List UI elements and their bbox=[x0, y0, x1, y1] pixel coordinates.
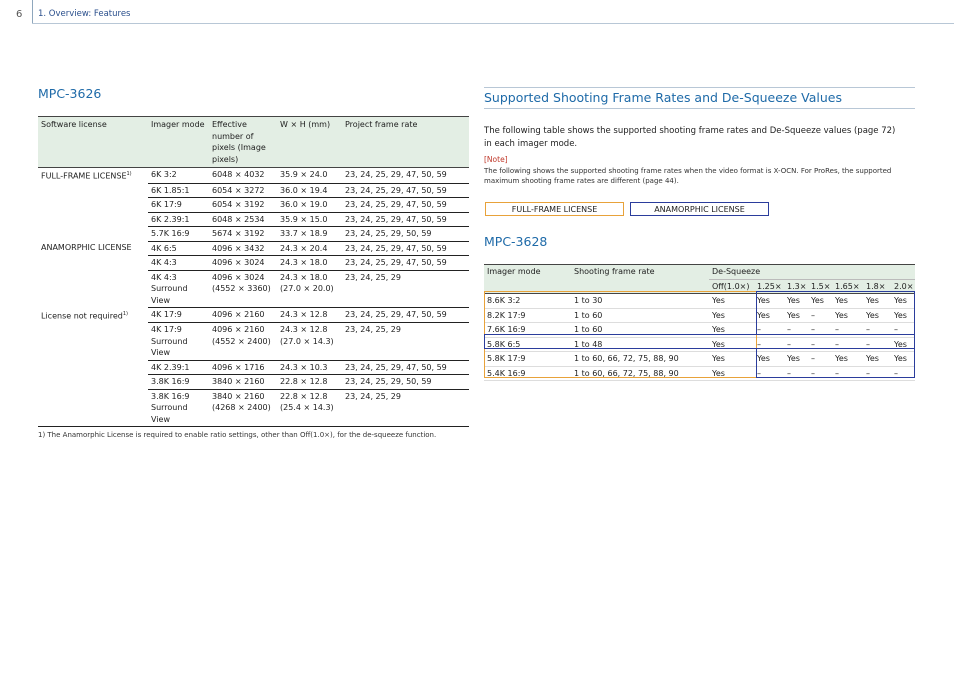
table-row bbox=[38, 375, 469, 390]
license-cell bbox=[38, 360, 148, 375]
table-row bbox=[38, 256, 469, 271]
frame-rate-cell: 23, 24, 25, 29, 47, 50, 59 bbox=[342, 256, 469, 271]
footnote-ref: 1) bbox=[126, 171, 132, 177]
frame-rate-cell: 1 to 60 bbox=[571, 308, 709, 323]
table-row bbox=[38, 227, 469, 242]
desqueeze-value: – bbox=[808, 323, 832, 338]
desqueeze-value: Yes bbox=[832, 294, 863, 309]
table-row bbox=[38, 360, 469, 375]
frame-rate-cell: 23, 24, 25, 29, 50, 59 bbox=[342, 375, 469, 390]
wh-cell: 24.3 × 10.3 bbox=[277, 360, 342, 375]
note-label: [Note] bbox=[484, 155, 508, 164]
frame-rate-cell: 1 to 30 bbox=[571, 294, 709, 309]
section-title[interactable]: 1. Overview: Features bbox=[38, 9, 131, 19]
table-row bbox=[38, 183, 469, 198]
desqueeze-value: – bbox=[891, 323, 915, 338]
desqueeze-value: Yes bbox=[754, 294, 784, 309]
license-cell bbox=[38, 183, 148, 198]
legend-full-frame: FULL-FRAME LICENSE bbox=[485, 202, 624, 216]
col-shooting-frame-rate: Shooting frame rate bbox=[571, 265, 709, 280]
col-project-frame-rate: Project frame rate bbox=[342, 117, 469, 168]
wh-cell: 22.8 × 12.8 (25.4 × 14.3) bbox=[277, 389, 342, 427]
desqueeze-value: – bbox=[832, 337, 863, 352]
heading-rule-bottom bbox=[484, 108, 915, 109]
desqueeze-value: – bbox=[863, 323, 891, 338]
frame-rate-cell: 23, 24, 25, 29 bbox=[342, 323, 469, 361]
desqueeze-value: Yes bbox=[754, 352, 784, 367]
pixels-cell: 6054 × 3272 bbox=[209, 183, 277, 198]
desqueeze-value: – bbox=[808, 366, 832, 381]
desqueeze-value: Yes bbox=[832, 352, 863, 367]
desqueeze-value: Yes bbox=[709, 323, 754, 338]
frame-rate-cell: 23, 24, 25, 29, 47, 50, 59 bbox=[342, 183, 469, 198]
mpc3626-heading: MPC-3626 bbox=[38, 86, 102, 101]
desqueeze-value: Yes bbox=[891, 308, 915, 323]
desqueeze-value: Yes bbox=[784, 352, 808, 367]
wh-cell: 22.8 × 12.8 bbox=[277, 375, 342, 390]
desqueeze-value: Yes bbox=[891, 352, 915, 367]
wh-cell: 35.9 × 24.0 bbox=[277, 168, 342, 184]
desqueeze-value: – bbox=[784, 323, 808, 338]
frame-rate-cell: 23, 24, 25, 29, 47, 50, 59 bbox=[342, 308, 469, 323]
ratio-header: Off(1.0×) bbox=[709, 279, 754, 294]
table-header-row bbox=[484, 265, 915, 280]
pixels-cell: 4096 × 3024 (4552 × 3360) bbox=[209, 270, 277, 308]
imager-mode-cell: 8.2K 17:9 bbox=[484, 308, 571, 323]
desqueeze-value: – bbox=[863, 366, 891, 381]
desqueeze-value: – bbox=[863, 337, 891, 352]
desqueeze-value: Yes bbox=[863, 294, 891, 309]
desqueeze-value: – bbox=[891, 366, 915, 381]
desqueeze-value: Yes bbox=[808, 294, 832, 309]
col-imager-mode: Imager mode bbox=[484, 265, 571, 280]
desqueeze-value: Yes bbox=[784, 294, 808, 309]
frame-rate-cell: 23, 24, 25, 29, 47, 50, 59 bbox=[342, 168, 469, 184]
license-cell bbox=[38, 241, 148, 256]
ratio-header: 2.0× bbox=[891, 279, 915, 294]
license-cell bbox=[38, 308, 148, 323]
imager-mode-cell: 5.4K 16:9 bbox=[484, 366, 571, 381]
col-software-license: Software license bbox=[38, 117, 148, 168]
table-row bbox=[484, 308, 915, 323]
pixels-cell: 4096 × 1716 bbox=[209, 360, 277, 375]
desqueeze-value: Yes bbox=[709, 352, 754, 367]
table-row bbox=[484, 323, 915, 338]
frame-rate-cell: 23, 24, 25, 29, 50, 59 bbox=[342, 227, 469, 242]
imager-mode-cell: 4K 17:9 bbox=[148, 308, 209, 323]
table-row bbox=[38, 389, 469, 427]
desqueeze-value: Yes bbox=[832, 308, 863, 323]
license-cell bbox=[38, 270, 148, 308]
imager-mode-cell: 7.6K 16:9 bbox=[484, 323, 571, 338]
license-label: License not required bbox=[41, 311, 123, 321]
license-label: FULL-FRAME LICENSE bbox=[41, 171, 127, 181]
desqueeze-value: Yes bbox=[784, 308, 808, 323]
frame-rate-cell: 23, 24, 25, 29, 47, 50, 59 bbox=[342, 241, 469, 256]
footnote: 1) The Anamorphic License is required to enable ratio settings, other than Off(1.0×), for the de-squeeze function. bbox=[38, 431, 437, 439]
table-row bbox=[484, 366, 915, 381]
imager-mode-cell: 5.8K 6:5 bbox=[484, 337, 571, 352]
license-cell bbox=[38, 323, 148, 361]
pixels-cell: 6048 × 2534 bbox=[209, 212, 277, 227]
footnote-ref: 1) bbox=[122, 310, 129, 317]
desqueeze-value: – bbox=[808, 337, 832, 352]
desqueeze-value: Yes bbox=[709, 366, 754, 381]
desqueeze-value: – bbox=[754, 337, 784, 352]
wh-cell: 24.3 × 12.8 (27.0 × 14.3) bbox=[277, 323, 342, 361]
desqueeze-value: Yes bbox=[709, 337, 754, 352]
desqueeze-value: Yes bbox=[863, 352, 891, 367]
pixels-cell: 4096 × 2160 bbox=[209, 308, 277, 323]
pixels-cell: 3840 × 2160 bbox=[209, 375, 277, 390]
imager-mode-cell: 4K 4:3 bbox=[148, 256, 209, 271]
header-separator bbox=[32, 0, 33, 24]
frame-rate-cell: 23, 24, 25, 29 bbox=[342, 270, 469, 308]
mpc3628-heading: MPC-3628 bbox=[484, 234, 548, 249]
pixels-cell: 3840 × 2160 (4268 × 2400) bbox=[209, 389, 277, 427]
desqueeze-value: Yes bbox=[709, 308, 754, 323]
wh-cell: 33.7 × 18.9 bbox=[277, 227, 342, 242]
table-row bbox=[38, 212, 469, 227]
desqueeze-value: Yes bbox=[754, 308, 784, 323]
imager-mode-cell: 8.6K 3:2 bbox=[484, 294, 571, 309]
frame-rate-cell: 23, 24, 25, 29, 47, 50, 59 bbox=[342, 198, 469, 213]
pixels-cell: 4096 × 3432 bbox=[209, 241, 277, 256]
license-cell bbox=[38, 375, 148, 390]
desqueeze-value: – bbox=[784, 366, 808, 381]
description-text: The following table shows the supported shooting frame rates and De-Squeeze values (page 72) in each imager mode. bbox=[484, 126, 896, 149]
imager-mode-cell: 6K 2.39:1 bbox=[148, 212, 209, 227]
table-row bbox=[38, 270, 469, 308]
pixels-cell: 5674 × 3192 bbox=[209, 227, 277, 242]
legend-anamorphic: ANAMORPHIC LICENSE bbox=[630, 202, 769, 216]
imager-mode-cell: 3.8K 16:9 bbox=[148, 375, 209, 390]
col-effective-pixels: Effective number of pixels (Image pixels) bbox=[209, 117, 277, 168]
desqueeze-value: – bbox=[808, 308, 832, 323]
pixels-cell: 4096 × 2160 (4552 × 2400) bbox=[209, 323, 277, 361]
note-text: The following shows the supported shooting frame rates when the video format is X-OCN. For ProRes, the supported maximum shooting frame rates are different (page 44). bbox=[484, 167, 892, 185]
table-header-row bbox=[38, 117, 469, 168]
ratio-header: 1.3× bbox=[784, 279, 808, 294]
pixels-cell: 6048 × 4032 bbox=[209, 168, 277, 184]
table-row bbox=[484, 352, 915, 367]
wh-cell: 24.3 × 12.8 bbox=[277, 308, 342, 323]
page-heading: Supported Shooting Frame Rates and De-Squeeze Values bbox=[484, 90, 842, 105]
wh-cell: 35.9 × 15.0 bbox=[277, 212, 342, 227]
license-cell bbox=[38, 227, 148, 242]
col-de-squeeze: De-Squeeze bbox=[709, 265, 915, 280]
imager-mode-cell: 4K 4:3 Surround View bbox=[148, 270, 209, 308]
imager-mode-cell: 6K 17:9 bbox=[148, 198, 209, 213]
imager-mode-cell: 3.8K 16:9 Surround View bbox=[148, 389, 209, 427]
ratio-header: 1.5× bbox=[808, 279, 832, 294]
desqueeze-value: Yes bbox=[891, 294, 915, 309]
frame-rate-cell: 1 to 60, 66, 72, 75, 88, 90 bbox=[571, 352, 709, 367]
imager-mode-cell: 6K 1.85:1 bbox=[148, 183, 209, 198]
desqueeze-value: Yes bbox=[891, 337, 915, 352]
imager-mode-cell: 4K 2.39:1 bbox=[148, 360, 209, 375]
frame-rate-cell: 1 to 60 bbox=[571, 323, 709, 338]
frame-rate-cell: 23, 24, 25, 29, 47, 50, 59 bbox=[342, 212, 469, 227]
col-wh-mm: W × H (mm) bbox=[277, 117, 342, 168]
wh-cell: 24.3 × 18.0 bbox=[277, 256, 342, 271]
frame-rate-cell: 23, 24, 25, 29 bbox=[342, 389, 469, 427]
heading-rule-top bbox=[484, 87, 915, 88]
header-rule bbox=[32, 23, 954, 24]
header-spacer bbox=[571, 279, 709, 294]
imager-mode-cell: 4K 17:9 Surround View bbox=[148, 323, 209, 361]
license-cell bbox=[38, 389, 148, 427]
table-row bbox=[38, 323, 469, 361]
imager-mode-cell: 5.7K 16:9 bbox=[148, 227, 209, 242]
mpc3628-table bbox=[484, 264, 915, 381]
desqueeze-value: – bbox=[832, 366, 863, 381]
frame-rate-cell: 1 to 48 bbox=[571, 337, 709, 352]
desqueeze-value: – bbox=[754, 323, 784, 338]
page-number: 6 bbox=[16, 9, 23, 20]
imager-mode-cell: 4K 6:5 bbox=[148, 241, 209, 256]
frame-rate-cell: 23, 24, 25, 29, 47, 50, 59 bbox=[342, 360, 469, 375]
table-subheader-row bbox=[484, 279, 915, 294]
desqueeze-value: Yes bbox=[863, 308, 891, 323]
license-cell bbox=[38, 212, 148, 227]
frame-rate-cell: 1 to 60, 66, 72, 75, 88, 90 bbox=[571, 366, 709, 381]
license-cell bbox=[38, 168, 148, 184]
wh-cell: 24.3 × 18.0 (27.0 × 20.0) bbox=[277, 270, 342, 308]
table-row bbox=[38, 198, 469, 213]
mpc3626-table bbox=[38, 116, 469, 427]
table-row bbox=[484, 294, 915, 309]
wh-cell: 24.3 × 20.4 bbox=[277, 241, 342, 256]
imager-mode-cell: 6K 3:2 bbox=[148, 168, 209, 184]
license-cell bbox=[38, 256, 148, 271]
license-cell bbox=[38, 198, 148, 213]
desqueeze-value: – bbox=[784, 337, 808, 352]
desqueeze-value: Yes bbox=[709, 294, 754, 309]
desqueeze-value: – bbox=[808, 352, 832, 367]
table-row bbox=[38, 241, 469, 256]
imager-mode-cell: 5.8K 17:9 bbox=[484, 352, 571, 367]
license-label: ANAMORPHIC LICENSE bbox=[41, 243, 132, 253]
desqueeze-value: – bbox=[754, 366, 784, 381]
pixels-cell: 4096 × 3024 bbox=[209, 256, 277, 271]
ratio-header: 1.25× bbox=[754, 279, 784, 294]
col-imager-mode: Imager mode bbox=[148, 117, 209, 168]
table-row bbox=[484, 337, 915, 352]
ratio-header: 1.8× bbox=[863, 279, 891, 294]
desqueeze-value: – bbox=[832, 323, 863, 338]
wh-cell: 36.0 × 19.0 bbox=[277, 198, 342, 213]
table-row bbox=[38, 168, 469, 184]
wh-cell: 36.0 × 19.4 bbox=[277, 183, 342, 198]
ratio-header: 1.65× bbox=[832, 279, 863, 294]
table-row bbox=[38, 308, 469, 323]
header-spacer bbox=[484, 279, 571, 294]
pixels-cell: 6054 × 3192 bbox=[209, 198, 277, 213]
